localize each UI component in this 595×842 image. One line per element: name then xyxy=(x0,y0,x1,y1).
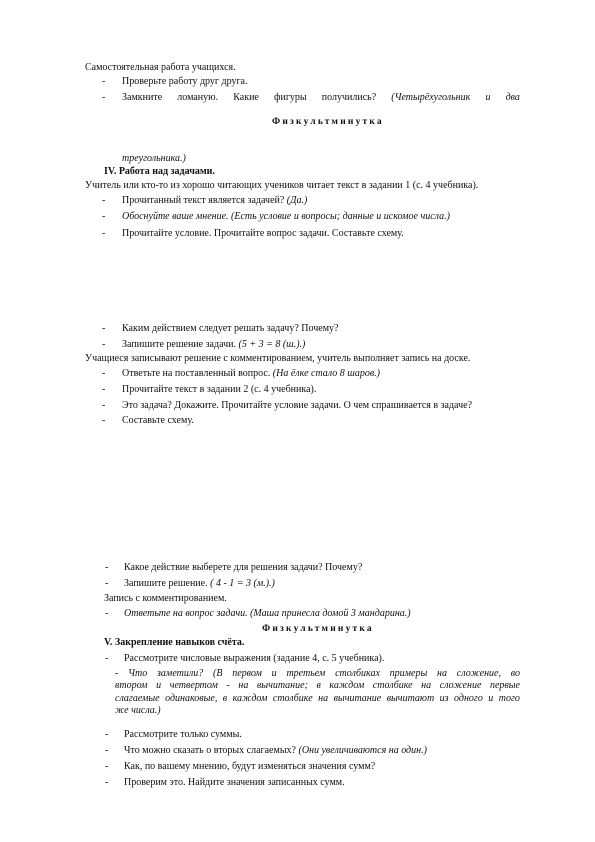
list-item: Прочитанный текст является задачей? (Да.) xyxy=(122,195,308,206)
paragraph-line: втором и четвертом - на вычитание; в каждом столбике на сложение первые xyxy=(115,680,520,692)
list-item: Проверим это. Найдите значения записанных сумм. xyxy=(124,777,345,788)
paragraph-line: - Что заметили? (В первом и третьем столбиках примеры на сложение, во xyxy=(115,668,520,679)
observation-paragraph xyxy=(115,668,520,717)
paragraph-line: слагаемые одинаковые, в каждом столбике на вычитание вычитают из одного и того xyxy=(115,692,520,704)
list-dash: - xyxy=(102,339,106,350)
list-item: Прочитайте условие. Прочитайте вопрос задачи. Составьте схему. xyxy=(122,228,404,239)
list-dash: - xyxy=(105,608,109,619)
paragraph-line: же числа.) xyxy=(115,704,161,716)
list-dash: - xyxy=(102,368,106,379)
list-dash: - xyxy=(102,92,106,103)
section-heading-iv: IV. Работа над задачами. xyxy=(104,166,215,177)
list-item: Запишите решение. ( 4 - 1 = 3 (м.).) xyxy=(124,578,275,589)
continuation-line: треугольника.) xyxy=(122,153,186,164)
list-dash: - xyxy=(102,76,106,87)
list-dash: - xyxy=(102,384,106,395)
intro-line: Самостоятельная работа учащихся. xyxy=(85,62,236,73)
list-dash: - xyxy=(105,562,109,573)
list-item: Какое действие выберете для решения задачи? Почему? xyxy=(124,562,363,573)
list-dash: - xyxy=(105,745,109,756)
list-dash: - xyxy=(105,653,109,664)
list-item: Каким действием следует решать задачу? Почему? xyxy=(122,323,339,334)
fizkultminutka-heading: Физкультминутка xyxy=(272,117,384,127)
list-item: Прочитайте текст в задании 2 (с. 4 учебника). xyxy=(122,384,317,395)
students-line: Учащиеся записывают решение с комментированием, учитель выполняет запись на доске. xyxy=(85,353,471,364)
list-item: Рассмотрите только суммы. xyxy=(124,729,242,740)
list-item: Как, по вашему мнению, будут изменяться значения сумм? xyxy=(124,761,376,772)
list-dash: - xyxy=(102,400,106,411)
list-dash: - xyxy=(102,228,106,239)
list-item: Рассмотрите числовые выражения (задание 4, с. 5 учебника). xyxy=(124,653,385,664)
list-item: Запишите решение задачи. (5 + 3 = 8 (ш.).) xyxy=(122,339,306,350)
fizkultminutka-heading: Физкультминутка xyxy=(262,624,374,634)
list-item-answer: Ответьте на вопрос задачи. (Маша принесла домой 3 мандарина.) xyxy=(124,608,411,619)
list-dash: - xyxy=(102,195,106,206)
list-dash: - xyxy=(102,415,106,426)
list-item: Что можно сказать о вторых слагаемых? (Они увеличиваются на один.) xyxy=(124,745,427,756)
list-dash: - xyxy=(105,761,109,772)
list-item: Ответьте на поставленный вопрос. (На ёлке стало 8 шаров.) xyxy=(122,368,380,379)
list-item: Это задача? Докажите. Прочитайте условие задачи. О чем спрашивается в задаче? xyxy=(122,400,473,411)
list-dash: - xyxy=(105,729,109,740)
comment-line: Запись с комментированием. xyxy=(104,593,227,604)
list-item-zamknite: Замкните ломаную. Какие фигуры получились? (Четырёхугольник и два xyxy=(122,92,520,103)
list-item: Обоснуйте ваше мнение. (Есть условие и вопросы; данные и искомое числа.) xyxy=(122,211,450,222)
teacher-line: Учитель или кто-то из хорошо читающих учеников читает текст в задании 1 (с. 4 учебника). xyxy=(85,180,479,191)
section-heading-v: V. Закрепление навыков счёта. xyxy=(104,637,245,648)
list-dash: - xyxy=(102,211,106,222)
list-item: Проверьте работу друг друга. xyxy=(122,76,248,87)
list-dash: - xyxy=(102,323,106,334)
list-dash: - xyxy=(105,777,109,788)
list-item: Составьте схему. xyxy=(122,415,194,426)
list-dash: - xyxy=(105,578,109,589)
